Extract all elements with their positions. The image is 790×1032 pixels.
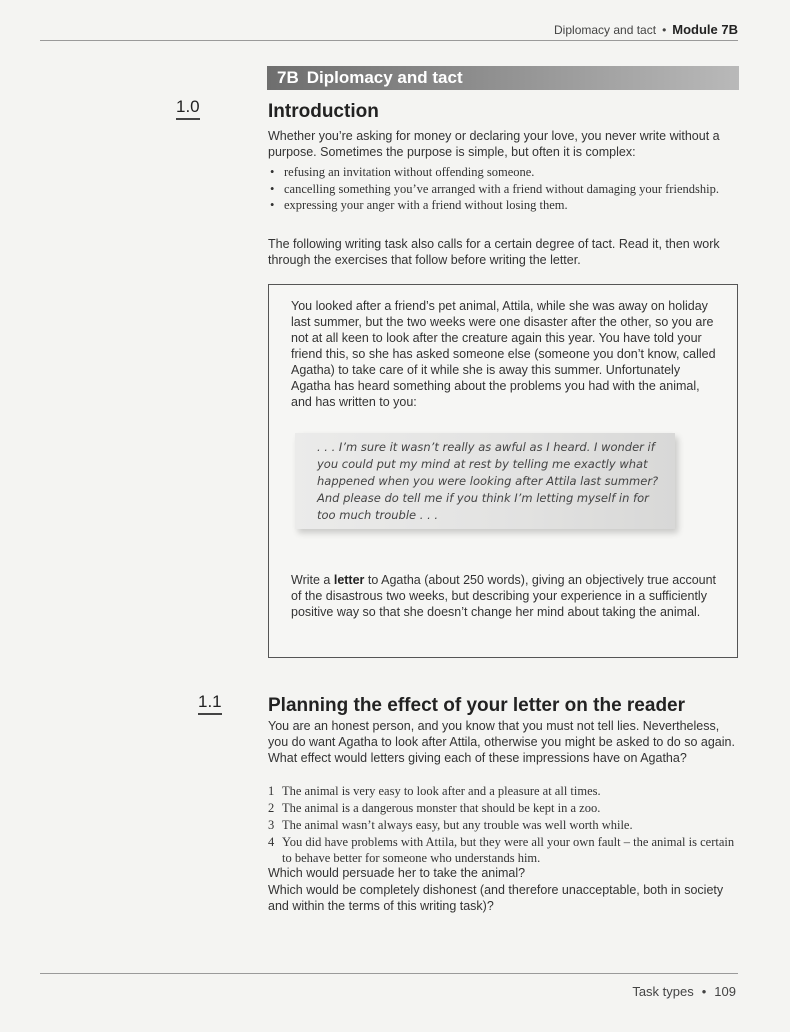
footer-separator: • (701, 984, 707, 999)
section-number-1-0: 1.0 (176, 97, 200, 120)
bullet-icon: • (270, 198, 275, 212)
bullet-icon: • (270, 181, 275, 196)
task-instruction: Write a letter to Agatha (about 250 words), giving an objectively true account of the disastrous two weeks, but describing your experience in a sufficiently positive way so that she doesn’t change her mind about taking the animal. (291, 573, 717, 619)
keyword-letter: letter (333, 573, 365, 587)
page-number: 109 (714, 984, 736, 999)
header-rule (40, 40, 738, 41)
list-item: 4 You did have problems with Attila, but they were all your own fault – the animal is certain to behave better for someone who understands him. (268, 835, 735, 865)
list-item: 2 The animal is a dangerous monster that should be kept in a zoo. (268, 801, 601, 815)
section-heading-introduction: Introduction (268, 101, 379, 122)
list-item: • cancelling something you’ve arranged with a friend without damaging your friendship. (270, 181, 719, 196)
unit-code: 7B (277, 68, 299, 87)
list-item: • refusing an invitation without offending someone. (270, 165, 535, 179)
header-module: Module 7B (672, 22, 738, 37)
header-title: Diplomacy and tact (554, 23, 657, 37)
list-item: • expressing your anger with a friend without losing them. (270, 198, 568, 212)
running-header (554, 22, 738, 37)
section-number-1-1: 1.1 (198, 692, 222, 715)
page-footer (632, 984, 736, 999)
task-paragraph: You looked after a friend’s pet animal, Attila, while she was away on holiday last summer, but the two weeks were one disaster after the other, so you are not at all keen to look after the creature again this year. You have told your friend this, so she has asked someone else (someone you don’t know, called Agatha) to take care of it while she is away this summer. Unfortunately Agatha has heard something about the problems you had with the animal, and has written to you: (291, 299, 716, 409)
followup-paragraph: The following writing task also calls for a certain degree of tact. Read it, then work through the exercises that follow before writing the letter. (268, 237, 720, 267)
impressions-list (268, 783, 740, 867)
footer-label: Task types (632, 984, 694, 999)
intro-bullet-list (268, 165, 740, 215)
intro-paragraph: Whether you’re asking for money or declaring your love, you never write without a purpose. Sometimes the purpose is simple, but often it is complex: (268, 129, 720, 159)
planning-intro-paragraph: You are an honest person, and you know that you must not tell lies. Nevertheless, you do want Agatha to look after Attila, otherwise you might be asked to do so again. What effect would letters giving each of these impressions have on Agatha? (268, 719, 735, 765)
question-dishonest: Which would be completely dishonest (and therefore unacceptable, both in society and within the terms of this writing task)? (268, 883, 724, 913)
agatha-quote: . . . I’m sure it wasn’t really as awful as I heard. I wonder if you could put my mind at rest by telling me exactly what happened when you were looking after Attila last summer? And please do tell me if you think I’m letting myself in for too much trouble . . . (295, 433, 675, 529)
footer-rule (40, 973, 738, 974)
unit-banner (267, 66, 739, 90)
writing-task-box (268, 284, 738, 658)
bullet-icon: • (270, 165, 275, 179)
section-heading-planning: Planning the effect of your letter on the reader (268, 695, 686, 716)
unit-title: Diplomacy and tact (306, 68, 463, 87)
header-separator: • (662, 23, 667, 37)
question-persuade: Which would persuade her to take the animal? (268, 866, 526, 880)
list-item: 3 The animal wasn’t always easy, but any trouble was well worth while. (268, 818, 633, 832)
list-item: 1 The animal is very easy to look after and a pleasure at all times. (268, 784, 601, 798)
